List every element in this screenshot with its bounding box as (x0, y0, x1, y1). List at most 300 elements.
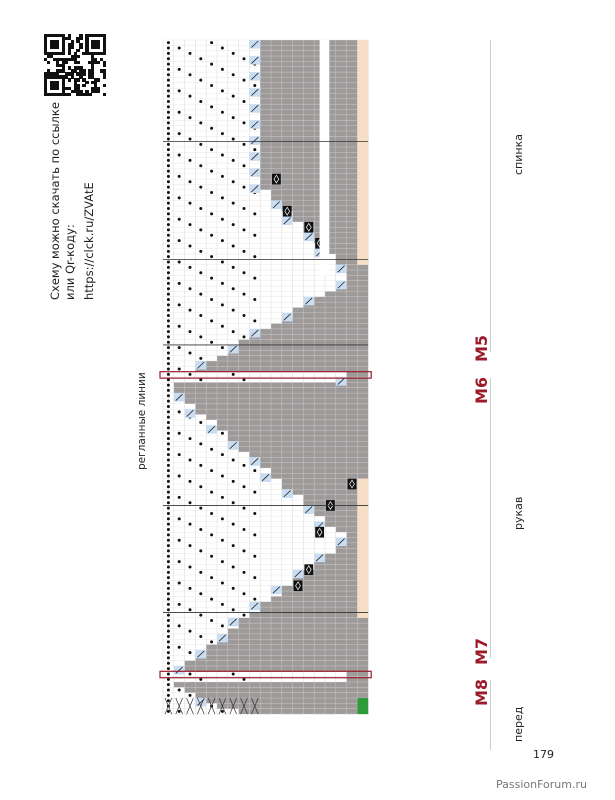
knit-dot (167, 592, 170, 595)
grey-cells-row (293, 313, 369, 318)
knit-dot (221, 582, 224, 585)
knit-dot (167, 314, 170, 317)
qr-module (97, 61, 100, 64)
knit-dot (199, 335, 202, 338)
qr-code[interactable] (44, 34, 106, 96)
knit-dot (167, 528, 170, 531)
knit-dot (167, 303, 170, 306)
knit-dot (189, 694, 192, 697)
knit-dot (167, 699, 170, 702)
knit-dot (167, 95, 170, 98)
zone-m6-label: M6 (472, 376, 491, 404)
grey-cells-row (228, 634, 368, 639)
knit-dot (243, 293, 246, 296)
knit-dot (232, 480, 235, 483)
knit-dot (210, 127, 213, 130)
knit-dot (167, 689, 170, 692)
knit-dot (167, 79, 170, 82)
knit-dot (199, 143, 202, 146)
knit-dot (167, 539, 170, 542)
knit-dot (167, 330, 170, 333)
knit-dot (189, 544, 192, 547)
knit-dot (167, 469, 170, 472)
knit-dot (167, 52, 170, 55)
knit-dot (189, 672, 192, 675)
chart-grid (155, 38, 460, 750)
knit-dot (221, 154, 224, 157)
knit-dot (167, 426, 170, 429)
knit-dot (232, 266, 235, 269)
knit-dot (243, 57, 246, 60)
grey-cells-row (185, 393, 369, 398)
knit-dot (210, 598, 213, 601)
knit-dot (199, 421, 202, 424)
knit-dot (167, 234, 170, 237)
knit-dot (189, 351, 192, 354)
knit-dot (167, 223, 170, 226)
knit-dot (199, 250, 202, 253)
knit-dot (167, 630, 170, 633)
knit-dot (167, 196, 170, 199)
note-line-2: или Qr-коду: (63, 224, 77, 300)
knit-dot (189, 137, 192, 140)
section-front-label: перед (512, 706, 525, 742)
knit-dot (167, 421, 170, 424)
knit-dot (167, 560, 170, 563)
knit-dot (232, 202, 235, 205)
knit-dot (232, 137, 235, 140)
knit-dot (253, 491, 256, 494)
knit-dot (178, 239, 181, 242)
knit-dot (210, 533, 213, 536)
knit-dot (167, 159, 170, 162)
knit-dot (221, 560, 224, 563)
knit-dot (189, 608, 192, 611)
knit-dot (167, 180, 170, 183)
knit-dot (167, 47, 170, 50)
knit-dot (189, 501, 192, 504)
knit-dot (221, 175, 224, 178)
knit-dot (232, 544, 235, 547)
knit-dot (221, 261, 224, 264)
knit-dot (243, 143, 246, 146)
knit-dot (243, 207, 246, 210)
grey-cells-row (293, 308, 369, 313)
knit-dot (167, 614, 170, 617)
knit-dot (189, 223, 192, 226)
knit-dot (178, 282, 181, 285)
knit-dot (210, 84, 213, 87)
grey-cells-row (271, 468, 368, 473)
knit-dot (167, 480, 170, 483)
knit-dot (221, 624, 224, 627)
knit-dot (167, 57, 170, 60)
knit-dot (167, 202, 170, 205)
qr-module (85, 81, 88, 84)
knit-dot (178, 432, 181, 435)
knit-dot (167, 512, 170, 515)
knit-dot (210, 319, 213, 322)
knit-dot (167, 89, 170, 92)
knit-dot (167, 501, 170, 504)
knit-dot (178, 154, 181, 157)
qr-module (103, 52, 106, 55)
knit-dot (167, 63, 170, 66)
grey-cells-row (206, 415, 368, 420)
qr-module (88, 93, 91, 96)
knit-dot (167, 565, 170, 568)
knit-dot (210, 277, 213, 280)
knit-dot (232, 223, 235, 226)
knit-dot (199, 464, 202, 467)
qr-module (76, 49, 79, 52)
knit-dot (253, 234, 256, 237)
knit-dot (199, 293, 202, 296)
knit-dot (178, 646, 181, 649)
knit-dot (178, 560, 181, 563)
knit-dot (178, 410, 181, 413)
qr-module (79, 46, 82, 49)
knit-dot (199, 528, 202, 531)
knit-dot (221, 111, 224, 114)
knit-dot (189, 52, 192, 55)
knit-dot (167, 485, 170, 488)
knit-dot (210, 41, 213, 44)
knit-dot (167, 335, 170, 338)
knit-dot (232, 458, 235, 461)
page-number: 179 (533, 748, 554, 761)
knit-dot (167, 266, 170, 269)
knit-dot (243, 614, 246, 617)
knit-dot (167, 608, 170, 611)
knit-dot (167, 100, 170, 103)
knit-dot (178, 218, 181, 221)
knit-dot (167, 533, 170, 536)
knit-dot (167, 121, 170, 124)
knit-dot (221, 475, 224, 478)
knit-dot (167, 362, 170, 365)
knit-dot (167, 105, 170, 108)
knit-dot (210, 341, 213, 344)
knit-dot (167, 603, 170, 606)
section-back-label: спинка (512, 134, 525, 175)
knit-dot (253, 212, 256, 215)
knit-dot (210, 105, 213, 108)
knit-dot (178, 496, 181, 499)
knit-dot (167, 464, 170, 467)
zone-m5-label: M5 (472, 334, 491, 362)
grey-cells-row (228, 436, 368, 441)
knit-dot (167, 624, 170, 627)
knit-dot (167, 368, 170, 371)
knit-dot (167, 475, 170, 478)
knit-dot (167, 517, 170, 520)
sleeve-bracket (490, 378, 491, 658)
knit-dot (232, 501, 235, 504)
knit-dot (178, 196, 181, 199)
grey-cells-row (271, 596, 368, 601)
qr-module (71, 46, 74, 49)
knitting-chart (155, 38, 460, 750)
grey-cells-row (271, 324, 368, 329)
knit-dot (189, 330, 192, 333)
knit-dot (167, 41, 170, 44)
knit-dot (167, 218, 170, 221)
knit-dot (178, 517, 181, 520)
knit-dot (167, 544, 170, 547)
knit-dot (243, 271, 246, 274)
knit-dot (253, 512, 256, 515)
knit-dot (167, 137, 170, 140)
knit-dot (210, 148, 213, 151)
knit-dot (178, 624, 181, 627)
knit-dot (199, 614, 202, 617)
knit-dot (221, 710, 224, 713)
knit-dot (253, 277, 256, 280)
knit-dot (167, 646, 170, 649)
knit-dot (178, 303, 181, 306)
knit-dot (178, 111, 181, 114)
knit-dot (232, 180, 235, 183)
knit-dot (167, 667, 170, 670)
knit-dot (232, 565, 235, 568)
knit-dot (167, 277, 170, 280)
knit-dot (243, 250, 246, 253)
front-bracket (490, 680, 491, 750)
knit-dot (210, 619, 213, 622)
knit-dot (243, 121, 246, 124)
knit-dot (199, 79, 202, 82)
qr-module (103, 84, 106, 87)
knit-dot (189, 287, 192, 290)
knit-dot (199, 228, 202, 231)
qr-module (103, 64, 106, 67)
knit-dot (167, 164, 170, 167)
knit-dot (178, 175, 181, 178)
knit-dot (167, 271, 170, 274)
knit-dot (189, 458, 192, 461)
knit-dot (232, 373, 235, 376)
knit-dot (178, 68, 181, 71)
qr-module (97, 78, 100, 81)
knit-dot (243, 528, 246, 531)
qr-module (68, 78, 71, 81)
knit-dot (167, 293, 170, 296)
knit-dot (243, 314, 246, 317)
knit-dot (253, 148, 256, 151)
knit-dot (178, 689, 181, 692)
knit-dot (253, 598, 256, 601)
knit-dot (232, 672, 235, 675)
knit-dot (253, 533, 256, 536)
knit-dot (232, 52, 235, 55)
knit-dot (178, 89, 181, 92)
knit-dot (167, 619, 170, 622)
knit-dot (199, 314, 202, 317)
knit-dot (167, 127, 170, 130)
raglan-lines-label: регланные линии (136, 372, 148, 470)
peach-marker-column (357, 479, 368, 618)
qr-module (76, 78, 79, 81)
knit-dot (189, 180, 192, 183)
knit-dot (189, 73, 192, 76)
knit-dot (189, 116, 192, 119)
knit-dot (167, 507, 170, 510)
knit-dot (199, 442, 202, 445)
knit-dot (221, 68, 224, 71)
qr-module (97, 46, 100, 49)
knit-dot (167, 582, 170, 585)
knit-dot (221, 517, 224, 520)
knit-dot (167, 255, 170, 258)
knit-dot (221, 132, 224, 135)
grey-cells-row (206, 650, 368, 655)
zone-m7-label: M7 (472, 637, 491, 665)
knit-dot (167, 175, 170, 178)
knit-dot (167, 491, 170, 494)
qr-module (79, 37, 82, 40)
knit-dot (167, 351, 170, 354)
knit-dot (232, 159, 235, 162)
knit-dot (232, 330, 235, 333)
knit-dot (167, 250, 170, 253)
knit-dot (178, 710, 181, 713)
scheme-link[interactable]: https://clck.ru/ZVAtE (82, 182, 96, 300)
knit-dot (167, 448, 170, 451)
grey-cells-row (228, 431, 368, 436)
knit-dot (199, 271, 202, 274)
knit-dot (221, 603, 224, 606)
knit-dot (189, 587, 192, 590)
knit-dot (167, 672, 170, 675)
knit-dot (253, 298, 256, 301)
knit-dot (253, 319, 256, 322)
knit-dot (167, 143, 170, 146)
knit-dot (167, 132, 170, 135)
knit-dot (189, 266, 192, 269)
knit-dot (189, 95, 192, 98)
knit-dot (178, 368, 181, 371)
knit-dot (167, 640, 170, 643)
watermark: PassionForum.ru (496, 778, 587, 791)
knit-dot (221, 432, 224, 435)
knit-dot (167, 116, 170, 119)
knit-dot (178, 346, 181, 349)
knit-dot (167, 549, 170, 552)
knit-dot (167, 571, 170, 574)
knit-dot (199, 164, 202, 167)
knit-dot (167, 148, 170, 151)
knit-dot (210, 640, 213, 643)
knit-dot (189, 651, 192, 654)
knit-dot (167, 389, 170, 392)
knit-dot (199, 549, 202, 552)
qr-module (56, 87, 59, 90)
knit-dot (210, 170, 213, 173)
qr-module (76, 55, 79, 58)
knit-dot (221, 303, 224, 306)
knit-dot (167, 662, 170, 665)
knit-dot (199, 507, 202, 510)
peach-marker-column (357, 40, 368, 265)
knit-dot (221, 325, 224, 328)
knit-dot (167, 635, 170, 638)
green-marker (357, 698, 368, 714)
knit-dot (178, 47, 181, 50)
knit-dot (210, 555, 213, 558)
knit-dot (178, 603, 181, 606)
knit-dot (221, 47, 224, 50)
knit-dot (243, 549, 246, 552)
knit-dot (167, 325, 170, 328)
knit-dot (221, 453, 224, 456)
knit-dot (167, 346, 170, 349)
knit-dot (232, 587, 235, 590)
knit-dot (243, 79, 246, 82)
qr-module (62, 52, 65, 55)
grey-cells-row (249, 612, 368, 617)
grey-cells-row (249, 334, 368, 339)
grey-cells-row (293, 580, 369, 585)
knit-dot (189, 523, 192, 526)
knit-dot (167, 410, 170, 413)
note-line-1: Схему можно скачать по ссылке (48, 102, 62, 300)
grey-cells-row (185, 398, 369, 403)
knit-dot (167, 207, 170, 210)
knit-dot (221, 539, 224, 542)
knit-dot (253, 255, 256, 258)
knit-dot (210, 298, 213, 301)
knit-dot (232, 608, 235, 611)
knit-dot (178, 261, 181, 264)
knit-dot (210, 448, 213, 451)
knit-dot (243, 186, 246, 189)
knit-dot (167, 170, 170, 173)
qr-module (97, 90, 100, 93)
knit-dot (167, 384, 170, 387)
knit-dot (210, 491, 213, 494)
scheme-download-note (48, 102, 78, 300)
knit-dot (189, 202, 192, 205)
knit-dot (167, 523, 170, 526)
back-bracket (490, 40, 491, 352)
knit-dot (167, 282, 170, 285)
grey-cells-row (185, 687, 369, 692)
knit-dot (199, 100, 202, 103)
grey-cells-row (228, 629, 368, 634)
knit-dot (221, 282, 224, 285)
knit-dot (167, 186, 170, 189)
qr-module (68, 93, 71, 96)
knit-dot (167, 576, 170, 579)
white-strip (320, 40, 330, 275)
knit-dot (167, 212, 170, 215)
knit-dot (167, 287, 170, 290)
knit-dot (167, 656, 170, 659)
knit-dot (167, 442, 170, 445)
knit-dot (232, 523, 235, 526)
knit-dot (243, 485, 246, 488)
knit-dot (243, 228, 246, 231)
grey-cells-row (314, 297, 368, 302)
knit-dot (167, 651, 170, 654)
knit-dot (178, 582, 181, 585)
knit-dot (232, 309, 235, 312)
knit-dot (167, 261, 170, 264)
knit-dot (210, 191, 213, 194)
knit-dot (210, 512, 213, 515)
qr-module (47, 61, 50, 64)
